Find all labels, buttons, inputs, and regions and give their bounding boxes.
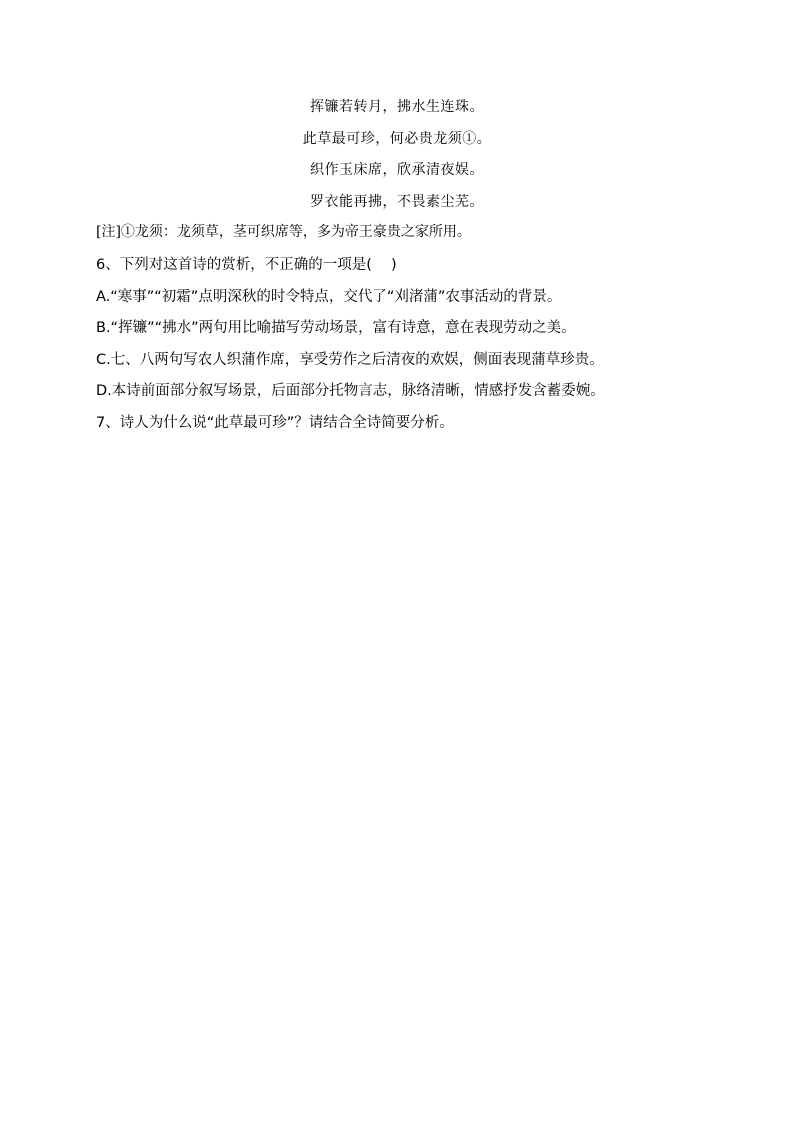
question-6-option-b: B.“挥镰”“拂水”两句用比喻描写劳动场景，富有诗意，意在表现劳动之美。 (96, 320, 576, 336)
poem-line: 织作玉床席，欣承清夜娱。 (310, 162, 484, 178)
question-6-stem: 6、下列对这首诗的赏析，不正确的一项是( ) (96, 257, 397, 273)
poem-line: 此草最可珍，何必贵龙须①。 (302, 130, 492, 147)
poem (0, 92, 794, 218)
question-section (96, 250, 716, 439)
question-6-option-c: C.七、八两句写农人织蒲作席，享受劳作之后清夜的欢娱，侧面表现蒲草珍贵。 (96, 351, 604, 368)
question-6-option-a: A.“寒事”“初霜”点明深秋的时令特点，交代了“刈渚蒲”农事活动的背景。 (96, 288, 562, 305)
question-7-stem: 7、诗人为什么说“此草最可珍”？请结合全诗简要分析。 (96, 414, 454, 431)
question-6-option-d: D.本诗前面部分叙写场景，后面部分托物言志，脉络清晰，情感抒发含蓄委婉。 (96, 383, 605, 399)
poem-annotation: [注]①龙须：龙须草，茎可织席等，多为帝王豪贵之家所用。 (96, 224, 471, 240)
poem-line: 挥镰若转月，拂水生连珠。 (310, 99, 484, 115)
poem-line: 罗衣能再拂，不畏素尘芜。 (310, 193, 484, 210)
